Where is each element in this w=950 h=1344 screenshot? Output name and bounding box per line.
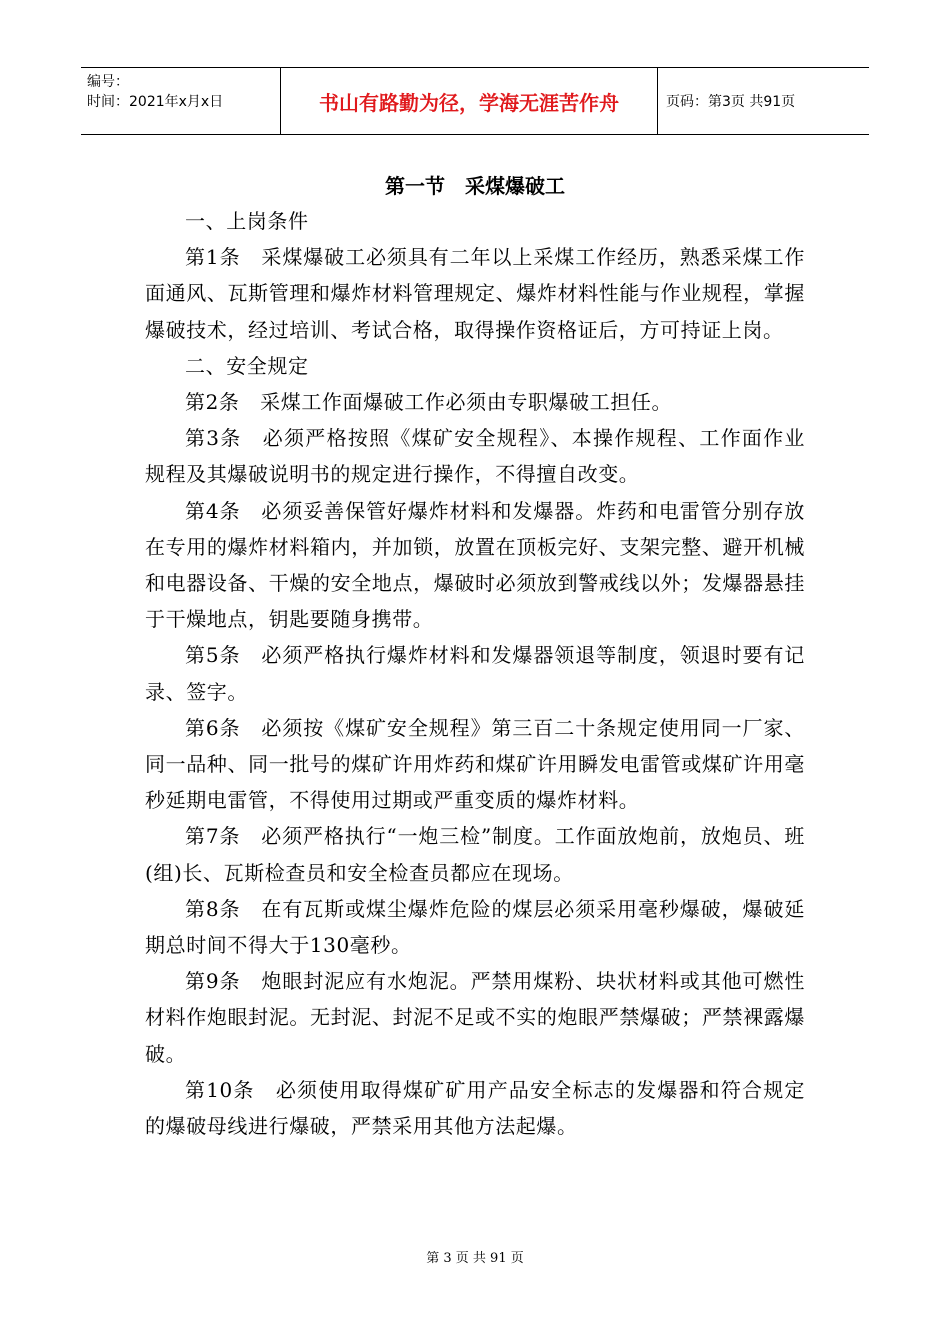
section-title: 第一节 采煤爆破工 — [385, 174, 565, 198]
document-body — [145, 170, 805, 1144]
paragraph: 第7条 必须严格执行“一炮三检”制度。工作面放炮前，放炮员、班(组)长、瓦斯检查员和安全检查员都应在现场。 — [145, 824, 805, 885]
page-header — [81, 67, 869, 135]
number-label: 编号： — [87, 74, 129, 90]
paragraph: 第10条 必须使用取得煤矿矿用产品安全标志的发爆器和符合规定的爆破母线进行爆破，严禁采用其他方法起爆。 — [145, 1077, 805, 1139]
paragraph: 第9条 炮眼封泥应有水炮泥。严禁用煤粉、块状材料或其他可燃性材料作炮眼封泥。无封泥、封泥不足或不实的炮眼严禁爆破；严禁裸露爆破。 — [145, 969, 805, 1066]
paragraph: 第6条 必须按《煤矿安全规程》第三百二十条规定使用同一厂家、同一品种、同一批号的煤矿许用炸药和煤矿许用瞬发电雷管或煤矿许用毫秒延期电雷管，不得使用过期或严重变质的爆炸材料。 — [145, 715, 805, 813]
header-motto: 书山有路勤为径，学海无涯苦作舟 — [281, 68, 658, 134]
header-meta — [81, 68, 281, 134]
time-label: 时间：2021年x月x日 — [87, 94, 224, 110]
paragraph: 一、上岗条件 — [185, 209, 309, 233]
paragraph: 第2条 采煤工作面爆破工作必须由专职爆破工担任。 — [185, 390, 673, 415]
paragraph: 第3条 必须严格按照《煤矿安全规程》、本操作规程、工作面作业规程及其爆破说明书的规定进行操作，不得擅自改变。 — [145, 426, 805, 487]
paragraph: 第5条 必须严格执行爆炸材料和发爆器领退等制度，领退时要有记录、签字。 — [145, 643, 805, 704]
paragraph: 第1条 采煤爆破工必须具有二年以上采煤工作经历，熟悉采煤工作面通风、瓦斯管理和爆炸材料管理规定、爆炸材料性能与作业规程，掌握爆破技术，经过培训、考试合格，取得操作资格证后，方可持证上岗。 — [145, 245, 805, 342]
paragraph: 第4条 必须妥善保管好爆炸材料和发爆器。炸药和电雷管分别存放在专用的爆炸材料箱内，并加锁，放置在顶板完好、支架完整、避开机械和电器设备、干燥的安全地点，爆破时必须放到警戒线以外；发爆器悬挂于干燥地点，钥匙要随身携带。 — [145, 498, 805, 632]
page-footer: 第 3 页 共 91 页 — [426, 1251, 524, 1266]
paragraph: 第8条 在有瓦斯或煤尘爆炸危险的煤层必须采用毫秒爆破，爆破延期总时间不得大于130毫秒。 — [145, 896, 805, 958]
paragraph: 二、安全规定 — [185, 353, 309, 378]
header-page-info: 页码：第3页 共91页 — [666, 94, 796, 110]
